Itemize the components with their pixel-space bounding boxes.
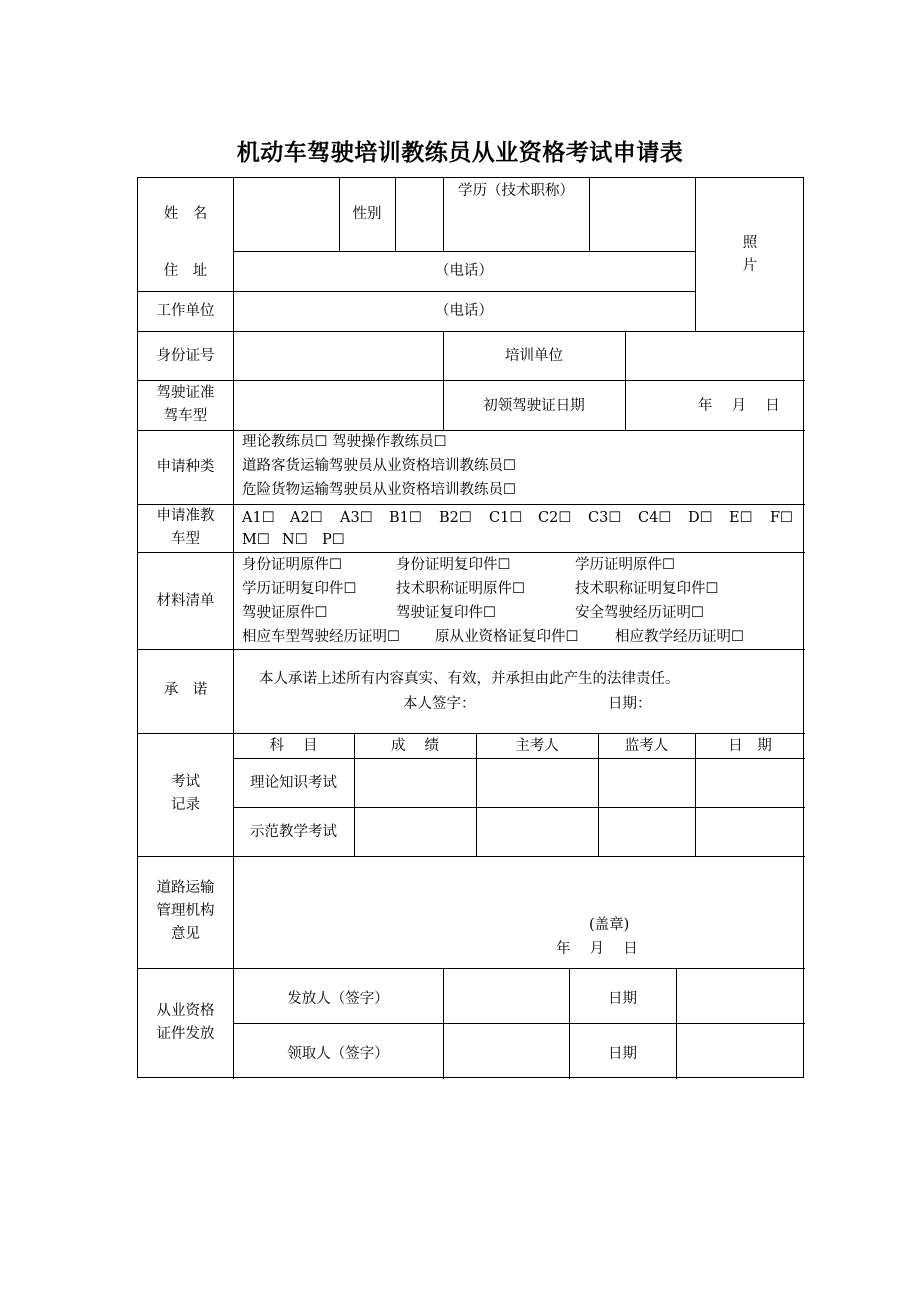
grid-line <box>138 430 805 431</box>
apply-type-option-2[interactable]: 道路客货运输驾驶员从业资格培训教练员☐ <box>242 458 516 474</box>
exam-record-label <box>138 771 233 817</box>
grid-line <box>138 504 805 505</box>
material-checkbox[interactable]: 原从业资格证复印件☐ <box>435 629 579 645</box>
exam-row-demo: 示范教学考试 <box>250 824 337 840</box>
issuer-signature-field[interactable] <box>444 969 568 1023</box>
issuer-signature-label: 发放人（签字） <box>287 991 389 1007</box>
gender-field[interactable] <box>396 179 442 251</box>
authority-opinion-label <box>138 877 233 946</box>
vehicle-type-checkbox[interactable]: C2☐ <box>538 510 572 526</box>
exam-record-label-line2: 记录 <box>171 797 200 813</box>
grid-line <box>569 968 570 1079</box>
vehicle-type-checkbox[interactable]: C4☐ <box>638 510 672 526</box>
education-field[interactable] <box>590 179 694 251</box>
vehicle-type-checkbox[interactable]: C3☐ <box>588 510 622 526</box>
form-title: 机动车驾驶培训教练员从业资格考试申请表 <box>236 140 684 166</box>
vehicle-type-checkbox[interactable]: A1☐ <box>242 510 275 526</box>
vehicle-type-checkbox[interactable]: N☐ <box>282 532 308 548</box>
id-number-field[interactable] <box>234 332 442 380</box>
vehicle-type-checkbox[interactable]: D☐ <box>688 510 713 526</box>
exam-row-theory: 理论知识考试 <box>250 775 337 791</box>
exam-header-proctor: 监考人 <box>624 738 669 754</box>
name-field[interactable] <box>234 179 338 251</box>
grid-line <box>138 733 805 734</box>
vehicle-type-checkbox[interactable]: E☐ <box>729 510 753 526</box>
material-checkbox[interactable]: 相应教学经历证明☐ <box>615 629 744 645</box>
authority-label-line2: 管理机构 <box>156 903 215 919</box>
id-number-label: 身份证号 <box>156 348 215 364</box>
material-checkbox[interactable]: 驾驶证原件☐ <box>242 605 328 621</box>
grid-line <box>233 807 805 808</box>
training-unit-label: 培训单位 <box>505 348 563 364</box>
gender-label: 性别 <box>352 206 382 222</box>
vehicle-type-checkbox[interactable]: M☐ <box>242 532 270 548</box>
pledge-label: 承 诺 <box>163 682 208 698</box>
authority-label-line3: 意见 <box>171 926 200 942</box>
material-checkbox[interactable]: 学历证明原件☐ <box>575 557 675 573</box>
vehicle-type-checkbox[interactable]: F☐ <box>770 510 794 526</box>
exam-record-label-line1: 考试 <box>171 774 200 790</box>
pledge-text: 本人承诺上述所有内容真实、有效，并承担由此产生的法律责任。 <box>259 671 680 687</box>
address-phone-label[interactable]: （电话） <box>435 263 493 279</box>
issue-date-label: 日期 <box>608 991 637 1007</box>
training-unit-field[interactable] <box>626 332 804 380</box>
exam-header-subject: 科 目 <box>269 738 318 754</box>
apply-type-option-3[interactable]: 危险货物运输驾驶员从业资格培训教练员☐ <box>242 482 516 498</box>
apply-vehicle-label-line1: 申请准教 <box>156 508 215 524</box>
material-checkbox[interactable]: 安全驾驶经历证明☐ <box>575 605 704 621</box>
first-license-date-field[interactable]: 年 月 日 <box>698 398 780 414</box>
grid-line <box>138 291 695 292</box>
photo-label-line2: 片 <box>742 258 758 274</box>
issuance-label-line2: 证件发放 <box>156 1026 215 1042</box>
license-type-label-line2: 驾车型 <box>163 408 208 424</box>
vehicle-type-checkbox[interactable]: P☐ <box>322 532 345 548</box>
receiver-signature-field[interactable] <box>444 1024 568 1078</box>
vehicle-type-checkbox[interactable]: B2☐ <box>439 510 472 526</box>
issue-date-field[interactable] <box>677 969 804 1023</box>
vehicle-type-checkbox[interactable]: B1☐ <box>389 510 422 526</box>
apply-vehicle-label-line2: 车型 <box>171 531 200 547</box>
address-label: 住 址 <box>163 263 208 279</box>
material-checkbox[interactable]: 身份证明复印件☐ <box>396 557 511 573</box>
education-label: 学历（技术职称） <box>458 183 574 199</box>
license-type-label-line1: 驾驶证准 <box>156 385 215 401</box>
authority-seal-label: (盖章) <box>589 917 630 933</box>
material-checkbox[interactable]: 相应车型驾驶经历证明☐ <box>242 629 400 645</box>
name-label: 姓 名 <box>163 206 208 222</box>
materials-label: 材料清单 <box>156 593 215 609</box>
authority-date-label[interactable]: 年 月 日 <box>556 941 638 957</box>
exam-header-examiner: 主考人 <box>515 738 559 754</box>
pledge-signature-label[interactable]: 本人签字： <box>403 696 476 712</box>
vehicle-type-checkbox[interactable]: A2☐ <box>290 510 323 526</box>
material-checkbox[interactable]: 身份证明原件☐ <box>242 557 342 573</box>
exam-header-date: 日 期 <box>728 738 772 754</box>
license-type-field[interactable] <box>234 381 442 430</box>
photo-label-line1: 照 <box>742 235 758 251</box>
issuance-label-line1: 从业资格 <box>156 1003 215 1019</box>
workplace-phone-label[interactable]: （电话） <box>435 303 493 319</box>
material-checkbox[interactable]: 学历证明复印件☐ <box>242 581 357 597</box>
receive-date-label: 日期 <box>608 1046 637 1062</box>
grid-line <box>138 856 805 857</box>
apply-type-option-1[interactable]: 理论教练员☐ 驾驶操作教练员☐ <box>242 434 447 450</box>
grid-line <box>233 251 695 252</box>
authority-label-line1: 道路运输 <box>156 880 215 896</box>
first-license-date-label: 初领驾驶证日期 <box>483 398 585 414</box>
material-checkbox[interactable]: 技术职称证明复印件☐ <box>575 581 719 597</box>
license-type-label <box>138 382 233 428</box>
receiver-signature-label: 领取人（签字） <box>287 1046 389 1062</box>
vehicle-type-checkbox[interactable]: C1☐ <box>489 510 523 526</box>
material-checkbox[interactable]: 驾驶证复印件☐ <box>396 605 496 621</box>
vehicle-type-checkbox[interactable]: A3☐ <box>340 510 373 526</box>
exam-header-score: 成 绩 <box>390 738 440 754</box>
photo-box[interactable] <box>695 232 805 278</box>
material-checkbox[interactable]: 技术职称证明原件☐ <box>396 581 525 597</box>
pledge-date-label[interactable]: 日期： <box>608 696 652 712</box>
grid-line <box>443 331 444 430</box>
issuance-label <box>138 1000 233 1046</box>
grid-line <box>138 649 805 650</box>
apply-vehicle-label <box>138 505 233 551</box>
apply-type-label: 申请种类 <box>156 459 215 475</box>
workplace-label: 工作单位 <box>156 303 215 319</box>
grid-line <box>233 758 805 759</box>
application-form-table <box>137 177 804 1078</box>
receive-date-field[interactable] <box>677 1024 804 1078</box>
